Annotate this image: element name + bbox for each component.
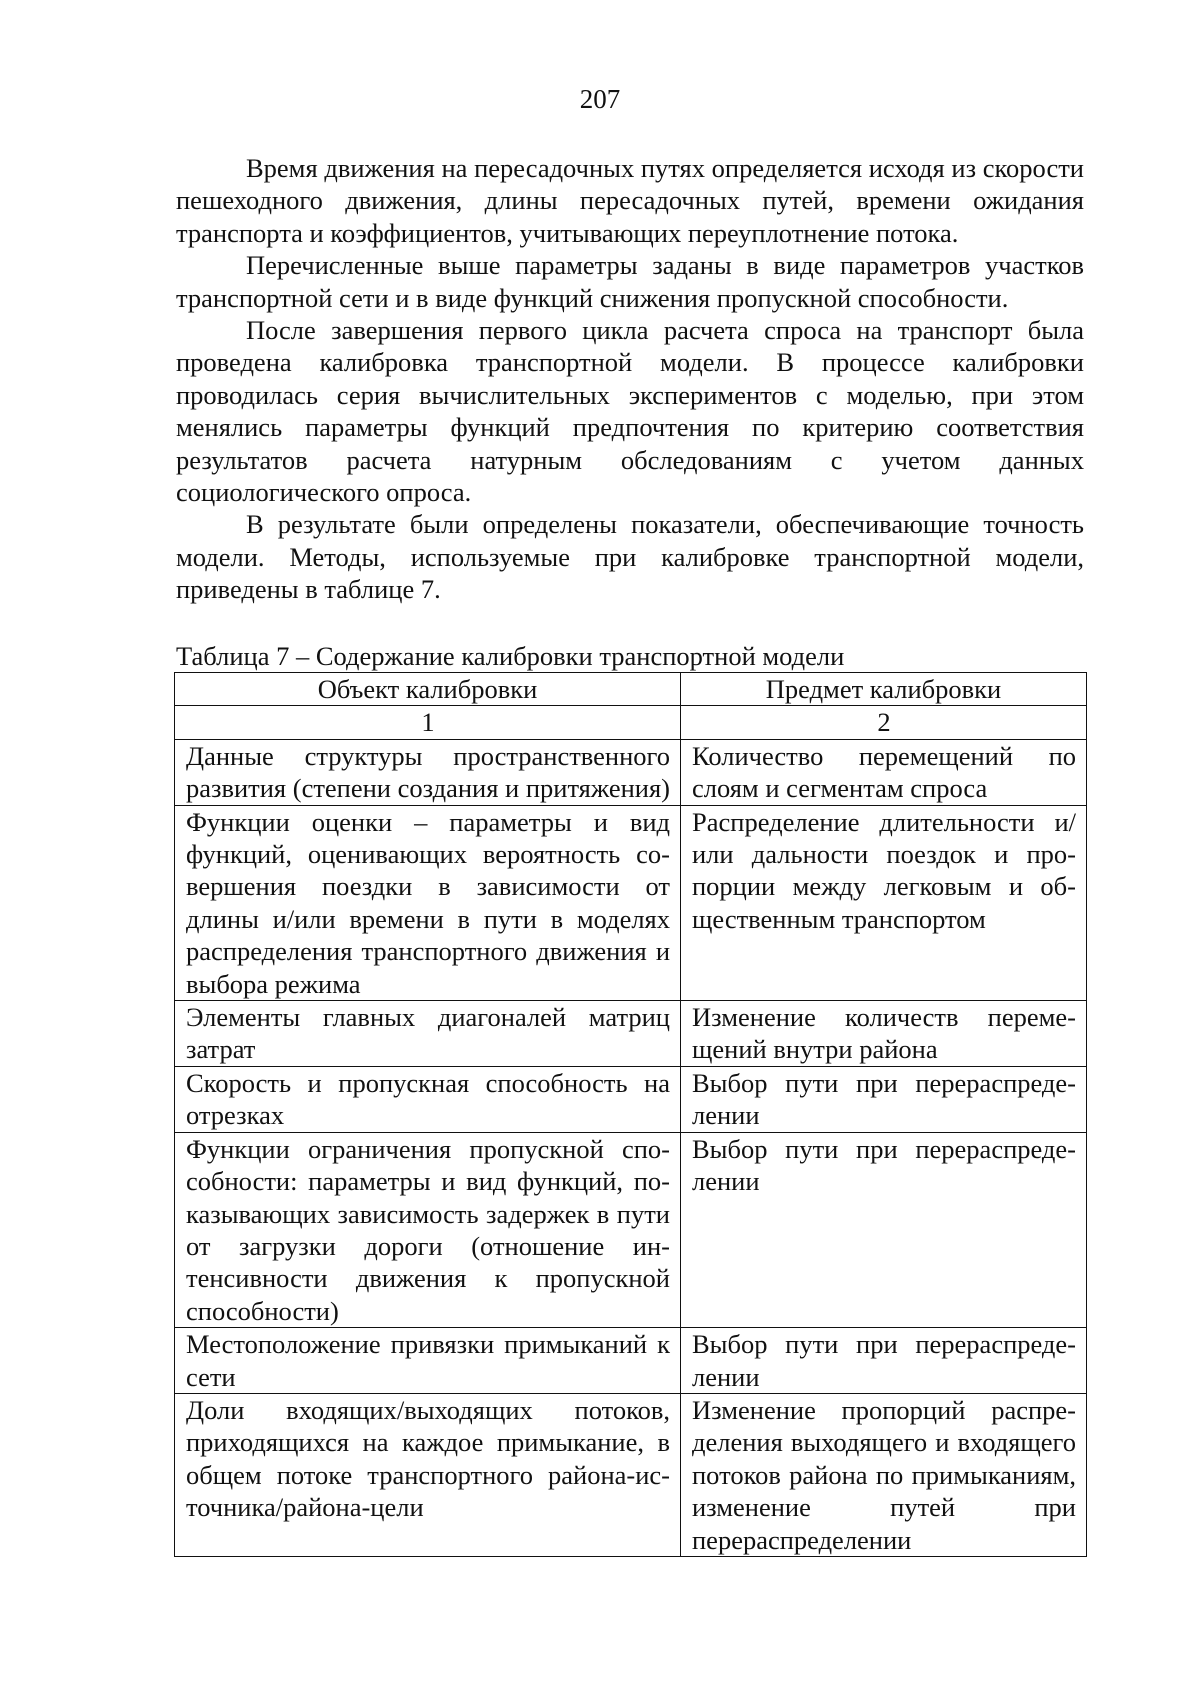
object-cell: Местоположение привязки примыканий к сети <box>175 1328 681 1394</box>
paragraph-1: Время движения на пересадочных путях определяется исходя из скорости пешеходного движения, длины пересадочных путей, времени ожидания транспорта и коэффициентов, учитывающих переуплотнение потока. <box>176 153 1084 248</box>
object-cell: Функции оценки – параметры и вид функций, оценивающих вероятность совершения поездки в зависимости от длины и/или времени в пути в моделях распределения транспортного движения и выбора режима <box>175 805 681 1000</box>
table-row <box>175 1001 1087 1067</box>
object-cell: Функции ограничения пропускной способности: параметры и вид функций, показывающих зависимость задержек в пути от загрузки дороги (отношение интенсивности движения к пропускной способности) <box>175 1132 681 1327</box>
column-number-2: 2 <box>681 706 1087 739</box>
subject-cell: Выбор пути при перераспределении <box>681 1328 1087 1394</box>
subject-cell: Количество перемещений по слоям и сегментам спроса <box>681 739 1087 805</box>
body-text <box>176 152 1084 606</box>
subject-cell: Распределение длительности и/или дальности поездок и пропорции между легковым и общественным транспортом <box>681 805 1087 1000</box>
object-cell: Скорость и пропускная способность на отрезках <box>175 1066 681 1132</box>
table-row <box>175 805 1087 1000</box>
table-row <box>175 1132 1087 1327</box>
object-cell: Данные структуры пространственного развития (степени создания и притяжения) <box>175 739 681 805</box>
calibration-table <box>174 672 1087 1557</box>
paragraph-2: Перечисленные выше параметры заданы в виде параметров участков транспортной сети и в виде функций снижения пропускной способности. <box>176 250 1084 313</box>
table-row <box>175 1066 1087 1132</box>
column-number-row <box>175 706 1087 739</box>
subject-cell: Выбор пути при перераспределении <box>681 1066 1087 1132</box>
table-caption: Таблица 7 – Содержание калибровки транспортной модели <box>176 641 845 671</box>
paragraph-4: В результате были определены показатели, обеспечивающие точность модели. Методы, используемые при калибровке транспортной модели, приведены в таблице 7. <box>176 509 1084 605</box>
page-number: 207 <box>579 84 621 114</box>
table-row <box>175 1328 1087 1394</box>
header-object: Объект калибровки <box>175 673 681 706</box>
object-cell: Доли входящих/выходящих потоков, приходящихся на каждое примыкание, в общем потоке транспортного района-источника/района-цели <box>175 1393 681 1556</box>
paragraph-3: После завершения первого цикла расчета спроса на транспорт была проведена калибровка транспортной модели. В процессе калибровки проводилась серия вычислительных экспериментов с моделью, при этом менялись параметры функций предпочтения по критерию соответствия результатов расчета натурным обследованиям с учетом данных социологического опроса. <box>176 315 1084 508</box>
object-cell: Элементы главных диагоналей матриц затрат <box>175 1001 681 1067</box>
subject-cell: Выбор пути при перераспределении <box>681 1132 1087 1327</box>
column-number-1: 1 <box>175 706 681 739</box>
header-subject: Предмет калибровки <box>681 673 1087 706</box>
table-row <box>175 739 1087 805</box>
table-header-row <box>175 673 1087 706</box>
subject-cell: Изменение количеств перемещений внутри района <box>681 1001 1087 1067</box>
table-row <box>175 1393 1087 1556</box>
subject-cell: Изменение пропорций распределения выходящего и входящего потоков района по примыканиям, изменение путей при перераспределении <box>681 1393 1087 1556</box>
